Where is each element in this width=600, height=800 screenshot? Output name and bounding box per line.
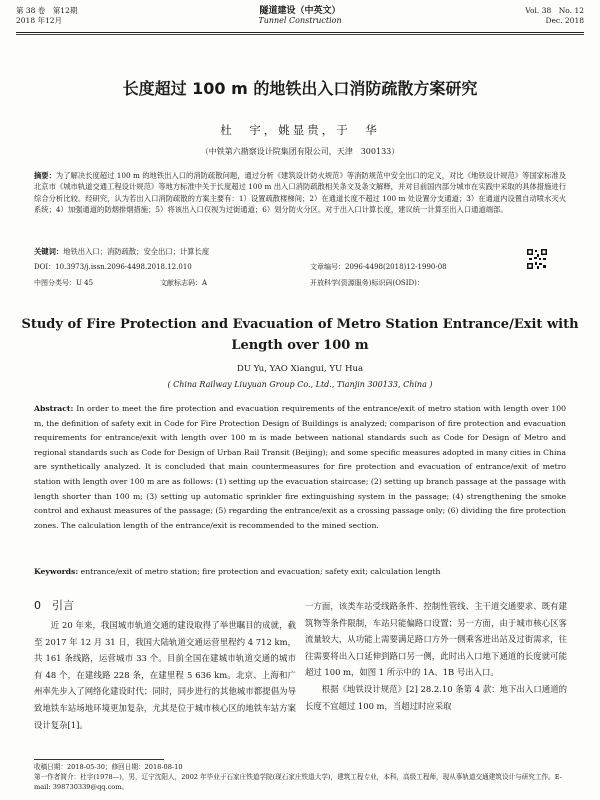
body-paragraph: 根据《地铁设计规范》[2] 28.2.10 条第 4 款：地下出入口通道的长度不宜超过 100 m，当超过时应采取 (305, 683, 567, 711)
keywords-zh-label: 关键词： (34, 247, 64, 256)
article-number: 文章编号：2096-4498(2018)12-1990-08 (310, 263, 447, 271)
abstract-zh (34, 170, 566, 216)
header-rule-thin (16, 34, 584, 35)
qr-code-icon[interactable] (526, 248, 548, 270)
body-column-left (34, 617, 296, 733)
keywords-en-label: Keywords: (34, 567, 79, 576)
body-paragraph: 一方面，该类车站受线路条件、控制性管线、主干道交通要求、既有建筑物等条件限制，车站只能偏路口设置；另一方面，由于城市核心区客流量较大，从功能上需要满足路口方外一侧乘客进出站及过街需求，往往需要将出入口延伸到路口另一侧，此时出入口地下通道的长度就可能超过 100 m，如图 1 所示中的 1A、1B 号出入口。 (305, 601, 567, 678)
footnote-rule (34, 759, 164, 760)
abstract-zh-label: 摘要： (34, 171, 56, 180)
header-right (525, 6, 584, 26)
authors-en: DU Yu, YAO Xiangui, YU Hua (236, 364, 364, 374)
abstract-en-label: Abstract: (34, 404, 74, 413)
keywords-zh-text: 地铁出入口；消防疏散；安全出口；计算长度 (63, 247, 210, 256)
body-paragraph: 近 20 年来，我国城市轨道交通的建设取得了举世瞩目的成就，截至 2017 年 12 月 31 日，我国大陆轨道交通运营里程约 4 712 km，共 161 条线路，运营城市 33 个。目前全国在建城市轨道交通的城市有 48 个，在建线路 228 条，在建里程 5 636 km。北京、上海和广州率先步入了网络化建设时代；同时，同步进行的其他城市都提倡为导致地铁车站场地环境更加复杂，尤其是位于城市核心区的地铁车站方案设计复杂[1]。 (34, 620, 296, 730)
abstract-en-text: In order to meet the fire protection and evacuation requirements of the entrance/exit of metro station with length over 100 m, the definition of safety exit in Code for Fire Protection Design of Buildings is analyzed; comparison of fire protection and evacuation requirements for entrance/exit with length over 100 m is made between national standards such as Code for Design of Metro and regional standards such as Code for Design of Urban Rail Transit (Beijing); and some specific measures adopted in many cities in China are synthetically analyzed. It is concluded that main countermeasures for fire protection and evacuation of entrance/exit of metro station with length over 100 m are as follows: (1) setting up the evacuation staircase; (2) setting up branch passage at the passage with length shorter than 100 m; (3) setting up automatic sprinkler fire extinguishing system in the passage; (4) strengthening the smoke control and exhaust measures of the passage; (5) regarding the entrance/exit as a crossing passage only; (6) dividing the fire protection zones. The calculation length of the entrance/exit is recommended to the mined section. (34, 404, 567, 530)
header-center (0, 6, 600, 26)
abstract-zh-text: 为了解决长度超过 100 m 的地铁出入口的消防疏散问题，通过分析《建筑设计防火规范》等消防规范中安全出口的定义，对比《地铁设计规范》等国家标准及北京市《城市轨道交通工程设计规范》等地方标准中关于长度超过 100 m 出入口消防疏散相关条文及条文解释，并对目前国内部分城市在实践中采取的具体措施进行综合分析比较。经研究，认为若出入口消防疏散的方案主要有：1）设置疏散楼梯间；2）在通道长度不超过 100 m 处设置分支通道；3）在通道内设置自动喷水灭火系统；4）加强通道的防烟排烟措施；5）将该出入口仅视为过街通道；6）划分防火分区。对于出入口计算长度，建议统一计算至出入口通道端部。 (34, 171, 566, 215)
journal-name-en: Tunnel Construction (258, 16, 342, 25)
doi[interactable]: DOI：10.3973/j.issn.2096-4498.2018.12.010 (34, 263, 192, 271)
journal-name-zh: 隧道建设（中英文） (259, 6, 341, 16)
volume-zh: 第 38 卷 第12期 (16, 6, 78, 15)
clc-number: 中图分类号：U 45 (34, 279, 94, 287)
affiliation-en: ( China Railway Liuyuan Group Co., Ltd., Tianjin 300133, China ) (167, 380, 433, 389)
authors-zh: 杜 宇，姚显贵，于 华 (220, 123, 380, 137)
affiliation-zh: （中铁第六勘察设计院集团有限公司，天津 300133） (200, 147, 400, 156)
osid-label: 开放科学(资源服务)标识码(OSID)： (310, 279, 424, 287)
section-heading: 0 引言 (34, 599, 74, 612)
date-en: Dec. 2018 (545, 16, 584, 25)
title-zh: 长度超过 100 m 的地铁出入口消防疏散方案研究 (122, 79, 478, 98)
header-rule (16, 32, 584, 33)
keywords-en (34, 567, 566, 576)
volume-en: Vol. 38 No. 12 (525, 6, 584, 15)
keywords-zh (34, 247, 566, 257)
title-en: Study of Fire Protection and Evacuation of Metro Station Entrance/Exit with Length over 100 m (21, 317, 579, 353)
keywords-en-text: entrance/exit of metro station; fire protection and evacuation; safety exit; calculation length (80, 567, 441, 576)
date-zh: 2018 年12月 (16, 16, 63, 25)
body-column-right (305, 598, 567, 714)
abstract-en (34, 402, 566, 533)
footnote: 收稿日期：2018-05-30；修回日期：2018-08-10 第一作者简介：杜宇(1978—)，男，辽宁沈阳人，2002 年毕业于石家庄铁道学院(现石家庄铁道大学)，建筑工程专业，本科，高级工程师，现从事轨道交通建筑设计与研究工作。E-mail: 398730339@qq.com。 (34, 763, 562, 791)
document-code: 文献标志码：A (160, 279, 208, 287)
